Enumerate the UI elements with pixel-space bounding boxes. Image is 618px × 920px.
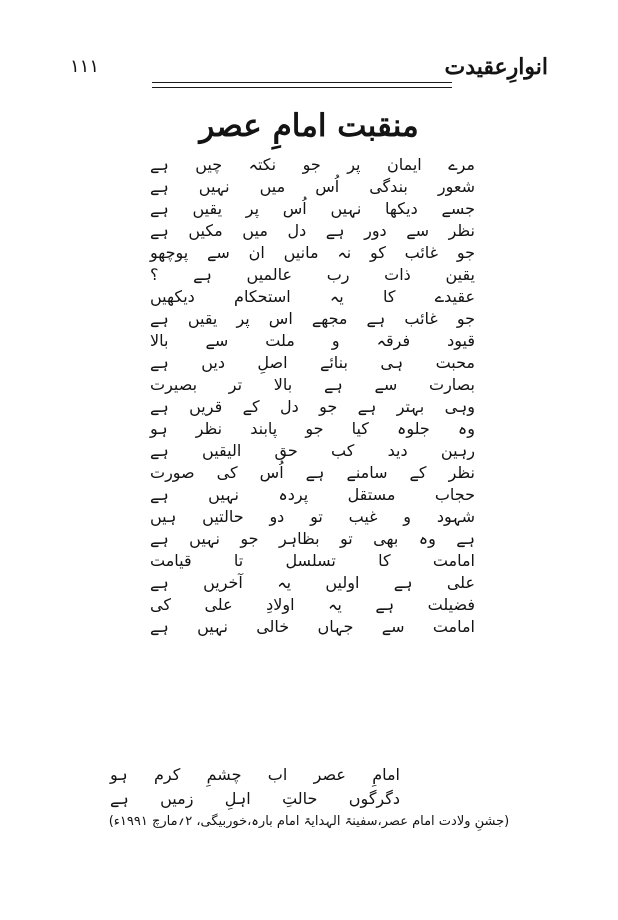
verse-line: بصارت سے ہے بالا تر بصیرت xyxy=(150,375,475,394)
verse-line: مرے ایمان پر جو نکتہ چیں ہے xyxy=(150,155,475,174)
footnote: (جشنِ ولادت امام عصر،سفینۃ الہدایۃ امام بارہ،خوربیگی، ۲؍مارچ ۱۹۹۱ء) xyxy=(108,814,510,829)
verse-line: وہی بہتر ہے جو دل کے قریں ہے xyxy=(150,397,475,416)
closing-line: امامِ عصر اب چشمِ کرم ہو xyxy=(110,765,400,784)
verse-line: نظر کے سامنے ہے اُس کی صورت xyxy=(150,463,475,482)
verse-line: شعور بندگی اُس میں نہیں ہے xyxy=(150,177,475,196)
running-title: انوارِعقیدت xyxy=(444,54,548,80)
verse-line: امامت سے جہاں خالی نہیں ہے xyxy=(150,617,475,636)
verse-line: حجاب مستقل پردہ نہیں ہے xyxy=(150,485,475,504)
closing-line: دگرگوں حالتِ اہلِ زمیں ہے xyxy=(110,789,400,808)
verse-line: قیود فرقہ و ملت سے بالا xyxy=(150,331,475,350)
poem-verses xyxy=(150,154,475,638)
page-number: ۱۱۱ xyxy=(70,56,100,77)
closing-couplet xyxy=(110,763,400,811)
verse-line: ہے وہ بھی تو بظاہر جو نہیں ہے xyxy=(150,529,475,548)
verse-line: محبت ہی بنائے اصلِ دیں ہے xyxy=(150,353,475,372)
poem-title: منقبت امامِ عصر xyxy=(199,108,419,144)
header-rule xyxy=(152,87,452,88)
verse-line: نظر سے دور ہے دل میں مکیں ہے xyxy=(150,221,475,240)
verse-line: جسے دیکھا نہیں اُس پر یقیں ہے xyxy=(150,199,475,218)
verse-line: عقیدے کا یہ استحکام دیکھیں xyxy=(150,287,475,306)
verse-line: امامت کا تسلسل تا قیامت xyxy=(150,551,475,570)
verse-line: یقین ذات رب عالمیں ہے ؟ xyxy=(150,265,475,284)
verse-line: علی ہے اولیں یہ آخریں ہے xyxy=(150,573,475,592)
header-rule xyxy=(152,82,452,83)
verse-line: وہ جلوہ کیا جو پابند نظر ہو xyxy=(150,419,475,438)
verse-line: جو غائب کو نہ مانیں ان سے پوچھو xyxy=(150,243,475,262)
verse-line: شہود و غیب تو دو حالتیں ہیں xyxy=(150,507,475,526)
verse-line: جو غائب ہے مجھے اس پر یقیں ہے xyxy=(150,309,475,328)
verse-line: فضیلت ہے یہ اولادِ علی کی xyxy=(150,595,475,614)
verse-line: رہین دید کب حق الیقیں ہے xyxy=(150,441,475,460)
